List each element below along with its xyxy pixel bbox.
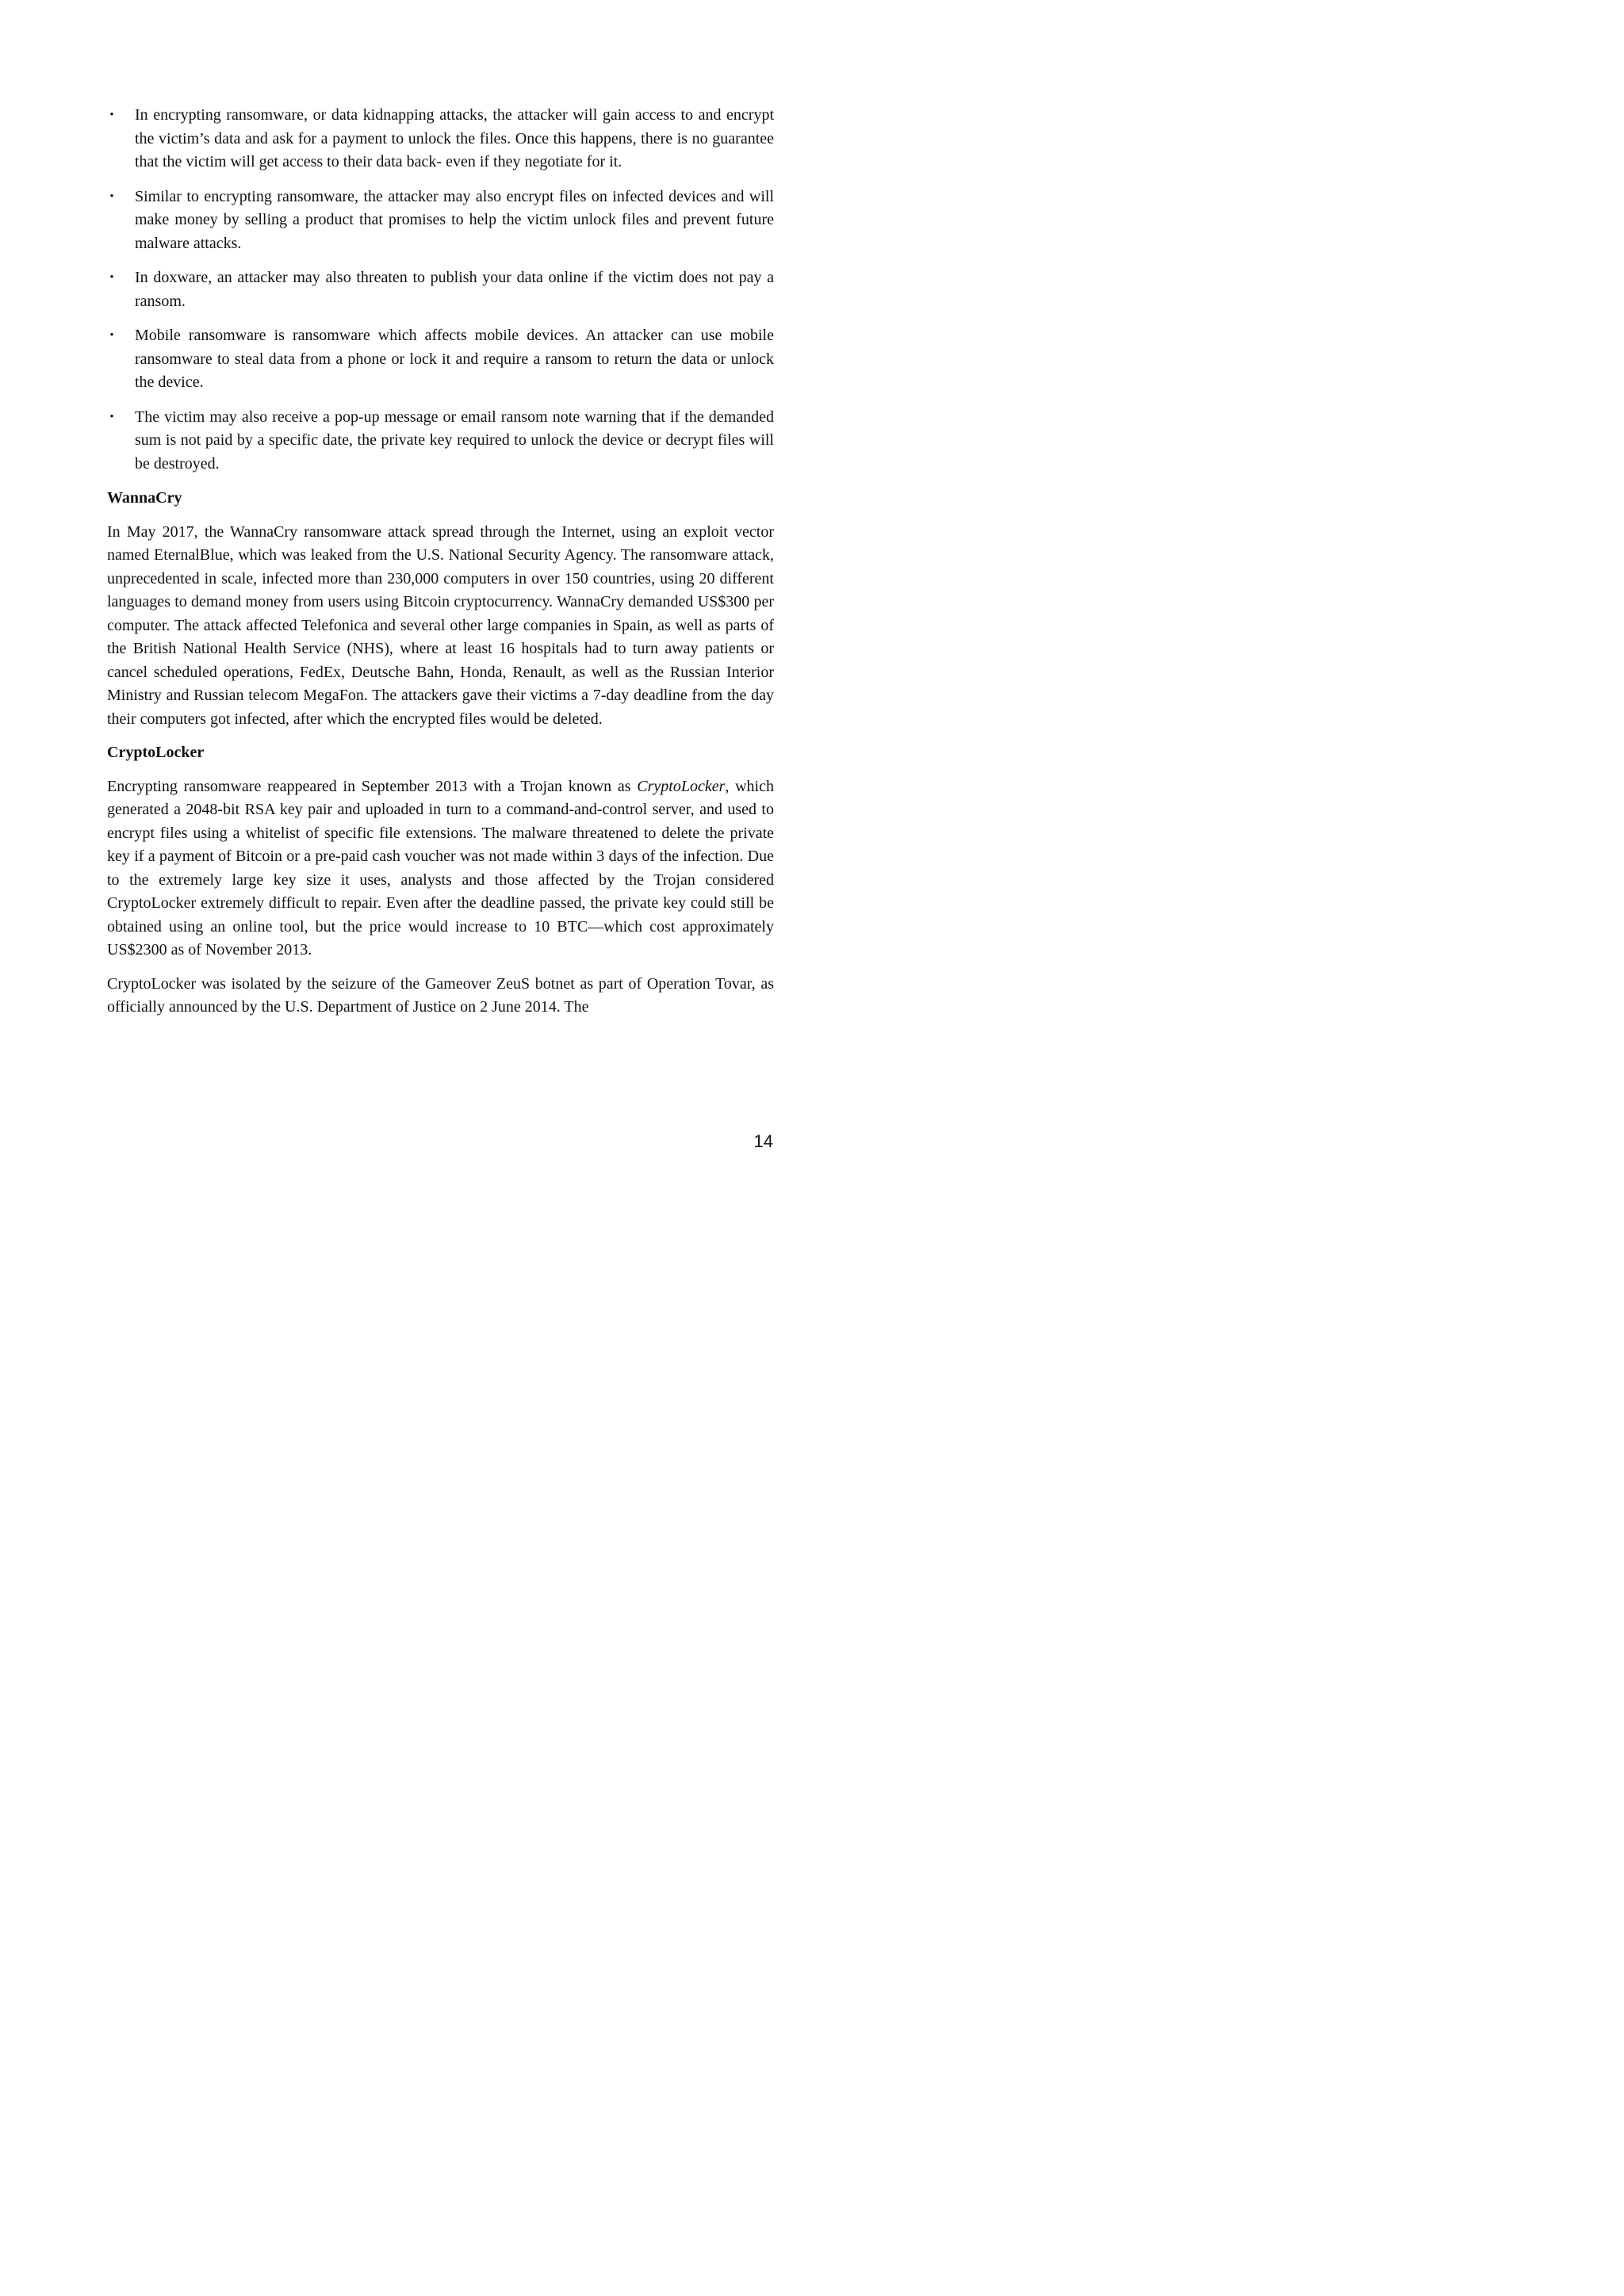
page-content: [107, 104, 774, 1030]
bullet-icon: •: [109, 271, 114, 284]
cryptolocker-paragraph-2: CryptoLocker was isolated by the seizure of the Gameover ZeuS botnet as part of Operation Tovar, as officially announced by the U.S. Department of Justice on 2 June 2014. The: [107, 974, 774, 1016]
section-heading-cryptolocker: CryptoLocker: [107, 744, 205, 761]
cryptolocker-p1-start: Encrypting ransomware reappeared in September 2013 with a Trojan known as: [107, 777, 638, 795]
bullet-icon: •: [109, 410, 114, 423]
cryptolocker-italic-name: CryptoLocker: [637, 777, 726, 795]
list-item: [107, 186, 774, 256]
list-item: [107, 266, 774, 313]
cryptolocker-paragraph-1: [107, 775, 774, 962]
cryptolocker-p1-rest: , which generated a 2048-bit RSA key pair and uploaded in turn to a command-and-control server, and used to encrypt files using a whitelist of specific file extensions. The malware threatened to delete the private key if a payment of Bitcoin or a pre-paid cash voucher was not made within 3 days of the infection. Due to the extremely large key size it uses, analysts and those affected by the Trojan considered CryptoLocker extremely difficult to repair. Even after the deadline passed, the private key could still be obtained using an online tool, but the price would increase to 10 BTC—which cost approximately US$2300 as of November 2013.: [107, 777, 774, 959]
list-item: [107, 104, 774, 174]
section-heading-wannacry: WannaCry: [107, 489, 182, 507]
bullet-icon: •: [109, 109, 114, 121]
ransomware-types-list: [107, 104, 774, 476]
list-item-text: Mobile ransomware is ransomware which affects mobile devices. An attacker can use mobile ransomware to steal data from a phone or lock it and require a ransom to return the data or unlock the device.: [135, 327, 774, 391]
list-item: [107, 406, 774, 476]
list-item-text: Similar to encrypting ransomware, the attacker may also encrypt files on infected devices and will make money by selling a product that promises to help the victim unlock files and prevent future malware attacks.: [135, 187, 774, 252]
list-item: [107, 324, 774, 395]
list-item-text: In doxware, an attacker may also threaten to publish your data online if the victim does not pay a ransom.: [135, 269, 774, 310]
document-page: [0, 0, 875, 1237]
list-item-text: In encrypting ransomware, or data kidnapping attacks, the attacker will gain access to and encrypt the victim’s data and ask for a payment to unlock the files. Once this happens, there is no guarantee that the victim will get access to their data back- even if they negotiate for it.: [135, 106, 774, 170]
wannacry-paragraph: In May 2017, the WannaCry ransomware attack spread through the Internet, using an exploit vector named EternalBlue, which was leaked from the U.S. National Security Agency. The ransomware attack, unprecedented in scale, infected more than 230,000 computers in over 150 countries, using 20 different languages to demand money from users using Bitcoin cryptocurrency. WannaCry demanded US$300 per computer. The attack affected Telefonica and several other large companies in Spain, as well as parts of the British National Health Service (NHS), where at least 16 hospitals had to turn away patients or cancel scheduled operations, FedEx, Deutsche Bahn, Honda, Renault, as well as the Russian Interior Ministry and Russian telecom MegaFon. The attackers gave their victims a 7-day deadline from the day their computers got infected, after which the encrypted files would be deleted.: [107, 522, 774, 728]
page-number: 14: [753, 1131, 773, 1151]
bullet-icon: •: [109, 329, 114, 342]
bullet-icon: •: [109, 189, 114, 203]
list-item-text: The victim may also receive a pop-up message or email ransom note warning that if the demanded sum is not paid by a specific date, the private key required to unlock the device or decrypt files will be destroyed.: [135, 408, 774, 473]
